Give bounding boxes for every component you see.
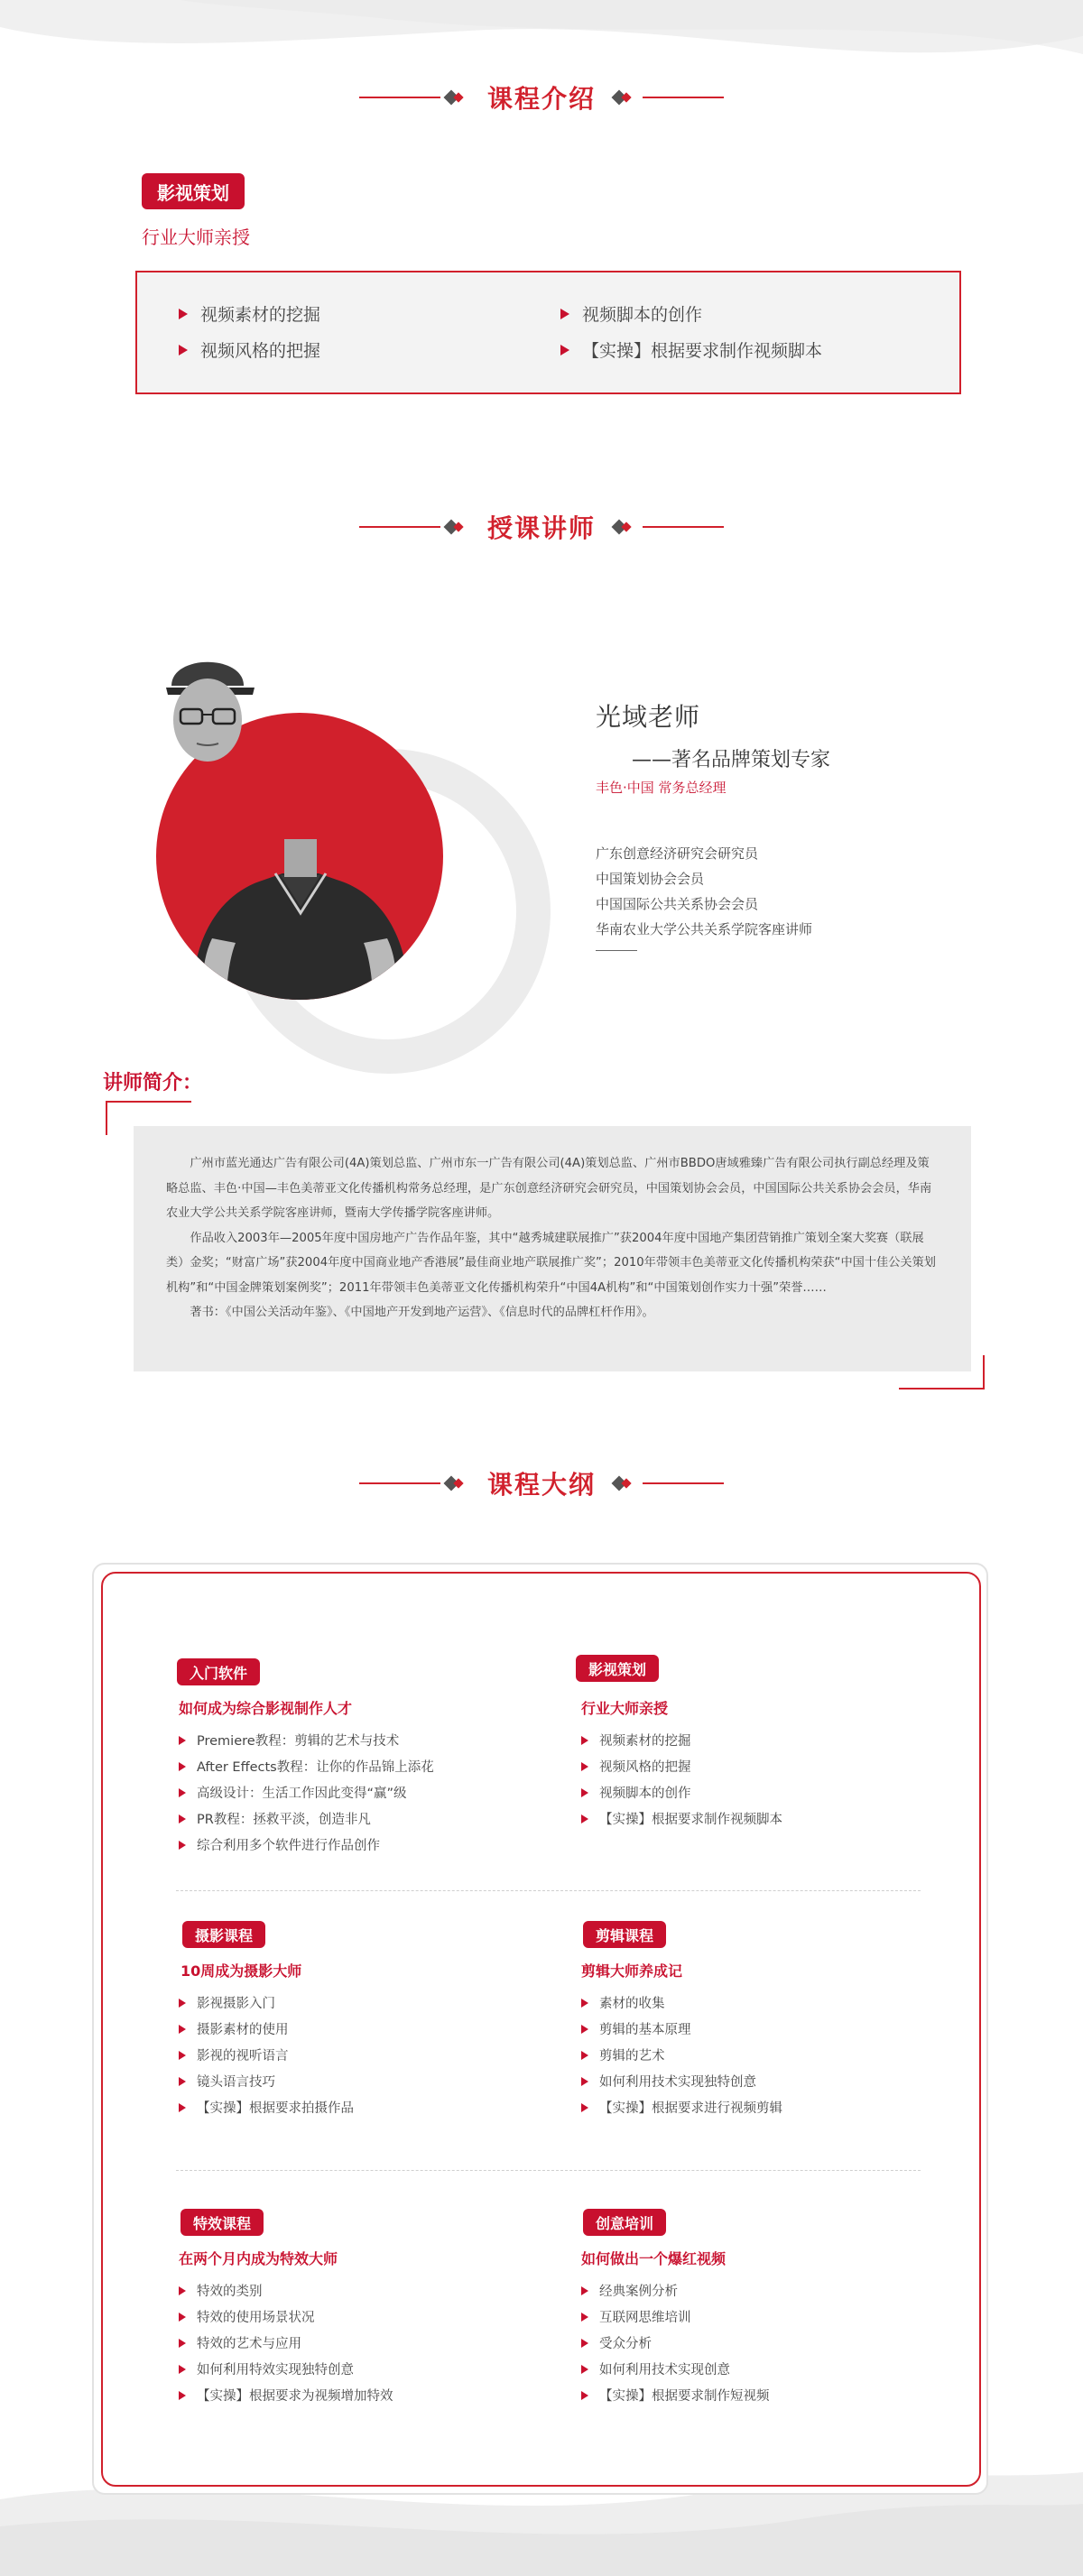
teacher-role: 华南农业大学公共关系学院客座讲师 (596, 921, 813, 937)
module-item: 受众分析 (581, 2333, 652, 2352)
arrow-bullet-icon (179, 1736, 186, 1745)
module-item: 特效的类别 (179, 2281, 263, 2300)
teacher-head (153, 641, 262, 767)
outline-title: 课程大纲 (486, 1470, 596, 1500)
module-item: 如何利用特效实现独特创意 (179, 2359, 354, 2378)
arrow-bullet-icon (179, 1841, 186, 1850)
section-title-teacher (0, 509, 1083, 545)
module-subtitle: 如何成为综合影视制作人才 (179, 1700, 353, 1717)
bio-paragraph: 作品收入2003年—2005年度中国房地产广告作品年鉴，其中“越秀城建联展推广”获2004年度中国地产集团营销推广策划全案大奖赛（联展类）金奖；“财富广场”获2004年度中国商业地产香港展”最佳商业地产联展推广奖”；2010年带领丰色美蒂亚文化传播机构荣获“中国十佳公关策划机构”和“中国金牌策划案例奖”；2011年带领丰色美蒂亚文化传播机构荣升“中国4A机构”和“中国策划创作实力十强”荣誉…… (166, 1231, 936, 1295)
module-item: 特效的艺术与应用 (179, 2333, 301, 2352)
module-item: 【实操】根据要求为视频增加特效 (179, 2386, 393, 2405)
arrow-bullet-icon (581, 1736, 588, 1745)
title-line-right (643, 526, 724, 528)
section-title-intro (0, 79, 1083, 115)
arrow-bullet-icon (581, 1762, 588, 1771)
section-title-outline (0, 1465, 1083, 1501)
module-tag: 影视策划 (576, 1655, 659, 1682)
module-item: 视频素材的挖掘 (581, 1731, 691, 1750)
module-item: 影视摄影入门 (179, 1993, 275, 2012)
module-item: 【实操】根据要求拍摄作品 (179, 2098, 354, 2117)
arrow-bullet-icon (179, 1814, 186, 1824)
arrow-bullet-icon (179, 309, 188, 319)
diamond-icon (446, 520, 469, 534)
module-item: 【实操】根据要求制作短视频 (581, 2386, 770, 2405)
teacher-company: 丰色·中国 常务总经理 (596, 780, 727, 796)
teacher-section-title: 授课讲师 (486, 513, 596, 543)
module-item: 素材的收集 (581, 1993, 665, 2012)
arrow-bullet-icon (581, 2391, 588, 2400)
teacher-title-line: ——著名品牌策划专家 (632, 749, 831, 771)
module-item: 如何利用技术实现创意 (581, 2359, 730, 2378)
module-item: 影视的视听语言 (179, 2045, 289, 2064)
module-item: 【实操】根据要求制作视频脚本 (581, 1809, 782, 1828)
module-tag: 剪辑课程 (583, 1921, 666, 1948)
teacher-role: 中国国际公共关系协会会员 (596, 896, 759, 912)
intro-tag: 影视策划 (142, 173, 245, 209)
teacher-role: 中国策划协会会员 (596, 871, 705, 887)
arrow-bullet-icon (179, 2103, 186, 2112)
module-tag: 创意培训 (583, 2209, 666, 2236)
arrow-bullet-icon (581, 2051, 588, 2060)
teacher-role: 广东创意经济研究会研究员 (596, 845, 759, 862)
module-subtitle: 10周成为摄影大师 (180, 1962, 302, 1980)
title-line-right (643, 1482, 724, 1484)
title-line-left (359, 1482, 440, 1484)
diamond-icon (614, 520, 637, 534)
bio-corner-bottom-right (899, 1355, 985, 1390)
diamond-icon (614, 90, 637, 105)
arrow-bullet-icon (581, 1814, 588, 1824)
title-line-left (359, 97, 440, 98)
intro-item: 【实操】根据要求制作视频脚本 (560, 337, 822, 362)
module-item: 综合利用多个软件进行作品创作 (179, 1835, 380, 1854)
arrow-bullet-icon (179, 1999, 186, 2008)
module-item: 经典案例分析 (581, 2281, 678, 2300)
title-line-left (359, 526, 440, 528)
arrow-bullet-icon (179, 2313, 186, 2322)
teacher-dash (596, 950, 637, 951)
bio-paragraph: 广州市蓝光通达广告有限公司(4A)策划总监、广州市东一广告有限公司(4A)策划总监、广州市BBDO唐域雅臻广告有限公司执行副总经理及策略总监、丰色·中国—丰色美蒂亚文化传播机构常务总经理，是广东创意经济研究会研究员，中国策划协会会员，中国国际公共关系协会会员，华南农业大学公共关系学院客座讲师，暨南大学传播学院客座讲师。 (166, 1157, 932, 1220)
module-item: After Effects教程：让你的作品锦上添花 (179, 1757, 434, 1776)
arrow-bullet-icon (179, 1762, 186, 1771)
module-subtitle: 如何做出一个爆红视频 (581, 2250, 727, 2267)
module-item: 剪辑的基本原理 (581, 2019, 691, 2038)
arrow-bullet-icon (581, 1999, 588, 2008)
bio-paragraph: 著书：《中国公关活动年鉴》、《中国地产开发到地产运营》、《信息时代的品牌杠杆作用》。 (190, 1306, 654, 1319)
arrow-bullet-icon (581, 2077, 588, 2086)
arrow-bullet-icon (179, 2286, 186, 2295)
arrow-bullet-icon (581, 2313, 588, 2322)
arrow-bullet-icon (179, 2077, 186, 2086)
module-item: 【实操】根据要求进行视频剪辑 (581, 2098, 782, 2117)
module-item: 镜头语言技巧 (179, 2072, 275, 2091)
arrow-bullet-icon (179, 2339, 186, 2348)
module-tag: 入门软件 (177, 1658, 260, 1685)
module-item: 特效的使用场景状况 (179, 2307, 315, 2326)
arrow-bullet-icon (179, 2365, 186, 2374)
module-subtitle: 行业大师亲授 (581, 1700, 669, 1717)
bio-label: 讲师简介： (103, 1072, 203, 1094)
intro-item: 视频风格的把握 (179, 337, 320, 362)
teacher-name: 光域老师 (596, 702, 701, 732)
arrow-bullet-icon (179, 2391, 186, 2400)
arrow-bullet-icon (179, 2051, 186, 2060)
diamond-icon (446, 1476, 469, 1491)
module-subtitle: 剪辑大师养成记 (581, 1962, 683, 1980)
outline-divider (176, 2170, 921, 2171)
arrow-bullet-icon (179, 1788, 186, 1797)
module-subtitle: 在两个月内成为特效大师 (179, 2250, 338, 2267)
title-line-right (643, 97, 724, 98)
arrow-bullet-icon (179, 345, 188, 355)
top-swoosh (0, 0, 1083, 72)
module-item: 摄影素材的使用 (179, 2019, 289, 2038)
diamond-icon (614, 1476, 637, 1491)
arrow-bullet-icon (581, 2103, 588, 2112)
arrow-bullet-icon (581, 2025, 588, 2034)
module-item: 视频脚本的创作 (581, 1783, 691, 1802)
arrow-bullet-icon (581, 2286, 588, 2295)
module-item: 剪辑的艺术 (581, 2045, 665, 2064)
arrow-bullet-icon (581, 2365, 588, 2374)
arrow-bullet-icon (581, 1788, 588, 1797)
arrow-bullet-icon (560, 345, 569, 355)
diamond-icon (446, 90, 469, 105)
arrow-bullet-icon (179, 2025, 186, 2034)
module-item: Premiere教程：剪辑的艺术与技术 (179, 1731, 399, 1750)
module-item: 互联网思维培训 (581, 2307, 691, 2326)
intro-item: 视频脚本的创作 (560, 301, 702, 326)
module-item: PR教程：拯救平淡，创造非凡 (179, 1809, 371, 1828)
intro-subtitle: 行业大师亲授 (142, 226, 250, 248)
module-tag: 摄影课程 (182, 1921, 265, 1948)
module-item: 高级设计：生活工作因此变得“赢”级 (179, 1783, 407, 1802)
module-item: 如何利用技术实现独特创意 (581, 2072, 756, 2091)
intro-box (135, 271, 961, 394)
intro-item: 视频素材的挖掘 (179, 301, 320, 326)
arrow-bullet-icon (581, 2339, 588, 2348)
intro-title: 课程介绍 (486, 84, 596, 114)
bio-box (134, 1126, 971, 1371)
module-tag: 特效课程 (180, 2209, 264, 2236)
outline-divider (176, 1890, 921, 1891)
module-item: 视频风格的把握 (581, 1757, 691, 1776)
arrow-bullet-icon (560, 309, 569, 319)
